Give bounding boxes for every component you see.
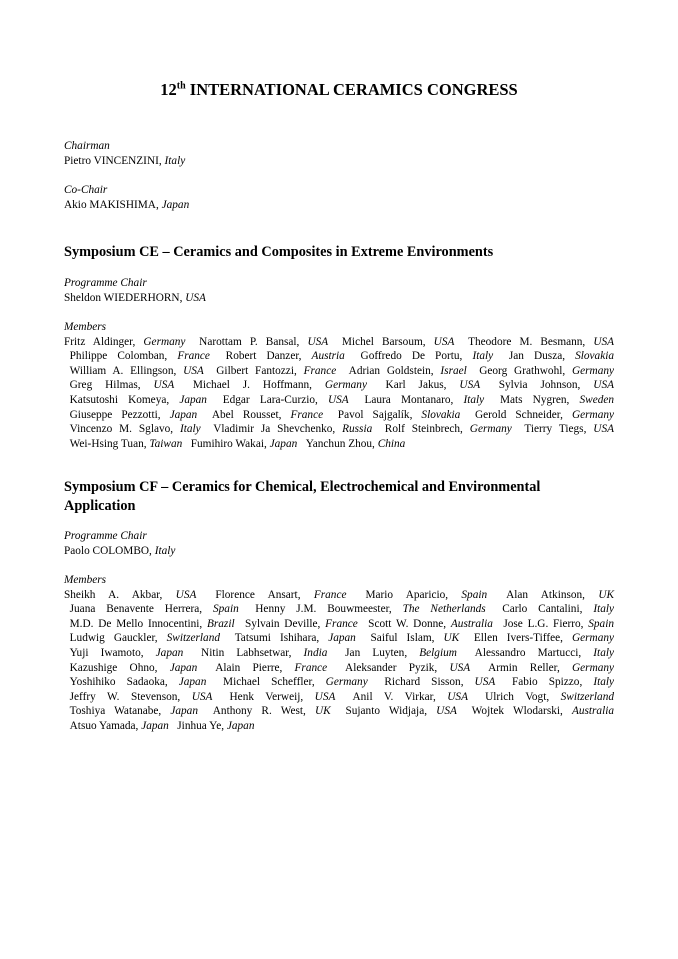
member-country: USA <box>433 335 455 348</box>
member-name: Edgar Lara-Curzio, <box>222 393 328 406</box>
member-name: Abel Rousset, <box>211 408 291 421</box>
member-country: Slovakia <box>575 350 615 363</box>
member-name: Michael Scheffler, <box>223 676 326 689</box>
member-country: USA <box>327 393 349 406</box>
member-country: USA <box>449 661 471 674</box>
member-entry <box>193 379 367 391</box>
member-name: Greg Hilmas, <box>69 379 154 392</box>
member-name: Jose L.G. Fierro, <box>503 617 589 630</box>
member-country: Italy <box>593 646 614 659</box>
member-entry <box>70 705 198 717</box>
member-name: Alain Pierre, <box>215 661 295 674</box>
cochair-name-text: Akio MAKISHIMA, <box>64 198 162 211</box>
member-entry <box>213 423 372 435</box>
member-entry <box>199 336 328 348</box>
member-name: Sylvain Deville, <box>245 617 326 630</box>
member-country: Spain <box>588 617 614 630</box>
member-entry <box>386 379 481 391</box>
member-country: Italy <box>593 603 615 616</box>
member-entry <box>353 691 468 703</box>
member-country: Japan <box>226 719 255 732</box>
cochair-name <box>64 198 614 213</box>
member-country: USA <box>314 690 336 703</box>
member-country: Italy <box>179 423 201 436</box>
member-country: Australia <box>450 617 493 630</box>
member-entry <box>306 438 406 450</box>
symposium-cf-members-block <box>64 573 614 734</box>
member-country: Japan <box>328 632 356 645</box>
member-name: William A. Ellingson, <box>69 364 184 377</box>
member-entry <box>64 589 196 601</box>
member-name: Jeffry W. Stevenson, <box>69 690 192 703</box>
member-entry <box>216 365 336 377</box>
member-name: Florence Ansart, <box>215 588 314 601</box>
member-entry <box>500 394 614 406</box>
member-entry <box>255 603 485 615</box>
member-country: USA <box>153 379 175 392</box>
member-name: Tatsumi Ishihara, <box>234 632 329 645</box>
member-entry <box>70 379 175 391</box>
member-name: Henk Verweij, <box>229 690 315 703</box>
member-name: Anthony R. West, <box>212 705 315 718</box>
member-entry <box>177 720 254 732</box>
member-country: USA <box>474 676 496 689</box>
member-name: Georg Grathwohl, <box>479 364 572 377</box>
member-entry <box>472 705 614 717</box>
member-country: Sweden <box>579 393 615 406</box>
member-entry <box>349 365 467 377</box>
member-entry <box>213 705 331 717</box>
member-name: Vladimir Ja Shevchenko, <box>213 423 343 436</box>
member-country: UK <box>314 705 331 718</box>
member-name: Atsuo Yamada, <box>69 719 142 732</box>
member-country: Germany <box>325 676 368 689</box>
symposium-ce-chair-label: Programme Chair <box>64 277 147 289</box>
member-country: Japan <box>170 705 198 718</box>
member-name: Wei-Hsing Tuan, <box>69 437 150 450</box>
chairman-name-text: Pietro VINCENZINI, <box>64 154 165 167</box>
member-name: Carlo Cantalini, <box>502 603 594 616</box>
title-rest: INTERNATIONAL CERAMICS CONGRESS <box>185 80 518 99</box>
title-suffix: th <box>176 80 186 92</box>
member-country: USA <box>307 335 329 348</box>
member-entry <box>235 632 356 644</box>
symposium-cf-chair-name-text: Paolo COLOMBO, <box>64 544 155 557</box>
cochair-country: Japan <box>161 198 190 211</box>
member-country: Russia <box>342 423 373 436</box>
member-entry <box>485 691 614 703</box>
member-entry <box>70 350 210 362</box>
member-country: France <box>290 408 324 421</box>
chairman-country: Italy <box>164 154 186 167</box>
member-name: Aleksander Pyzik, <box>345 661 450 674</box>
symposium-cf-chair-name <box>64 544 614 559</box>
member-name: Ellen Ivers-Tiffee, <box>473 632 572 645</box>
member-entry <box>474 632 614 644</box>
member-name: Richard Sisson, <box>384 676 475 689</box>
member-name: Katsutoshi Komeya, <box>69 393 180 406</box>
member-name: Jinhua Ye, <box>177 719 227 732</box>
member-name: Jan Dusza, <box>508 350 576 363</box>
symposium-ce-heading: Symposium CE – Ceramics and Composites in Extreme Environments <box>64 244 494 260</box>
member-name: Michael J. Hoffmann, <box>192 379 325 392</box>
member-entry <box>345 705 456 717</box>
member-entry <box>364 394 484 406</box>
member-country: France <box>325 617 358 630</box>
member-country: Japan <box>179 393 207 406</box>
member-entry <box>342 336 454 348</box>
member-entry <box>64 336 185 348</box>
member-name: Goffredo De Portu, <box>360 350 473 363</box>
member-name: Tierry Tiegs, <box>524 423 594 436</box>
member-name: Sylvia Johnson, <box>498 379 594 392</box>
member-country: Japan <box>155 646 184 659</box>
member-name: Pavol Sajgalík, <box>337 408 422 421</box>
member-name: Scott W. Donne, <box>368 617 451 630</box>
member-entry <box>223 676 368 688</box>
member-country: Israel <box>440 364 467 377</box>
member-name: Ulrich Vogt, <box>485 690 561 703</box>
symposium-cf-chair-block <box>64 529 614 558</box>
member-entry <box>201 647 327 659</box>
member-entry <box>70 618 235 630</box>
member-entry <box>499 379 614 391</box>
member-name: Wojtek Wlodarski, <box>471 705 572 718</box>
chairman-name <box>64 154 614 169</box>
member-entry <box>502 603 614 615</box>
member-country: USA <box>447 690 468 703</box>
member-entry <box>70 691 213 703</box>
member-entry <box>368 618 493 630</box>
member-country: The Netherlands <box>402 603 486 616</box>
member-country: Japan <box>178 676 207 689</box>
member-country: Japan <box>269 437 298 450</box>
member-name: Theodore M. Besmann, <box>468 335 594 348</box>
member-entry <box>488 662 614 674</box>
member-entry <box>338 409 461 421</box>
member-country: Taiwan <box>149 437 183 450</box>
member-entry <box>70 632 220 644</box>
member-country: USA <box>459 379 481 392</box>
member-country: Germany <box>324 379 367 392</box>
title-number: 12 <box>160 80 177 99</box>
member-name: Sheikh A. Akbar, <box>64 588 176 601</box>
member-name: Mats Nygren, <box>499 393 580 406</box>
member-name: Ludwig Gauckler, <box>69 632 167 645</box>
member-country: USA <box>175 588 197 601</box>
member-country: China <box>377 437 406 450</box>
member-country: Spain <box>213 603 239 616</box>
member-entry <box>223 394 349 406</box>
member-country: UK <box>443 632 460 645</box>
member-entry <box>70 676 207 688</box>
member-entry <box>191 438 298 450</box>
symposium-cf-chair-label: Programme Chair <box>64 530 147 542</box>
member-country: Italy <box>472 350 494 363</box>
symposium-cf-members-label: Members <box>64 574 107 586</box>
cochair-label: Co-Chair <box>64 184 108 196</box>
member-name: Rolf Steinbrech, <box>384 423 470 436</box>
member-country: USA <box>191 690 213 703</box>
cochair-block <box>64 183 614 212</box>
member-name: Gerold Schneider, <box>475 408 572 421</box>
member-name: Nitin Labhsetwar, <box>201 646 304 659</box>
member-country: France <box>313 588 347 601</box>
member-country: USA <box>436 705 457 718</box>
member-name: Mario Aparicio, <box>365 588 462 601</box>
member-entry <box>385 423 512 435</box>
member-name: Kazushige Ohno, <box>69 661 170 674</box>
member-country: Slovakia <box>421 408 461 421</box>
member-name: Karl Jakus, <box>385 379 460 392</box>
member-entry <box>215 662 327 674</box>
member-entry <box>70 603 239 615</box>
member-country: USA <box>183 364 204 377</box>
member-entry <box>215 589 346 601</box>
member-name: Gilbert Fantozzi, <box>216 364 304 377</box>
member-entry <box>365 589 487 601</box>
symposium-ce-chair-name <box>64 291 614 306</box>
member-entry <box>230 691 336 703</box>
symposium-ce-chair-country: USA <box>185 291 206 304</box>
chairman-block <box>64 139 614 168</box>
member-entry <box>361 350 494 362</box>
member-entry <box>503 618 614 630</box>
member-country: Italy <box>463 393 485 406</box>
member-entry <box>70 662 198 674</box>
member-name: Toshiya Watanabe, <box>69 705 171 718</box>
member-country: Austria <box>311 350 345 363</box>
symposium-ce-members-list <box>64 335 614 452</box>
member-name: Jan Luyten, <box>345 646 420 659</box>
member-entry <box>70 365 204 377</box>
member-country: Brazil <box>206 617 235 630</box>
member-country: Italy <box>593 676 615 689</box>
member-name: Vincenzo M. Sglavo, <box>69 423 180 436</box>
symposium-cf-members-list <box>64 588 614 734</box>
member-entry <box>468 336 614 348</box>
symposium-cf-chair-country: Italy <box>154 544 176 557</box>
member-name: Yuji Iwamoto, <box>69 646 156 659</box>
member-entry <box>384 676 495 688</box>
member-country: Switzerland <box>166 632 220 645</box>
member-entry <box>475 647 614 659</box>
member-entry <box>479 365 614 377</box>
member-country: Germany <box>571 408 615 421</box>
member-entry <box>70 647 184 659</box>
member-name: Philippe Colomban, <box>69 350 178 363</box>
member-name: Sujanto Widjaja, <box>345 705 437 718</box>
member-name: Juana Benavente Herrera, <box>69 603 213 616</box>
member-name: Saiful Islam, <box>370 632 444 645</box>
member-name: M.D. De Mello Innocentini, <box>69 617 207 630</box>
chairman-label: Chairman <box>64 140 110 152</box>
member-entry <box>70 423 201 435</box>
congress-title <box>64 80 614 100</box>
member-name: Henny J.M. Bouwmeester, <box>255 603 403 616</box>
member-entry <box>70 409 198 421</box>
member-entry <box>371 632 460 644</box>
member-name: Armin Reller, <box>488 661 572 674</box>
member-name: Narottam P. Bansal, <box>199 335 308 348</box>
member-name: Yoshihiko Sadaoka, <box>69 676 179 689</box>
member-country: USA <box>593 335 615 348</box>
member-country: Germany <box>469 423 512 436</box>
member-entry <box>524 423 614 435</box>
member-entry <box>245 618 358 630</box>
member-entry <box>226 350 345 362</box>
member-country: UK <box>598 588 615 601</box>
member-country: Japan <box>169 661 198 674</box>
symposium-ce-members-block <box>64 320 614 451</box>
member-country: Spain <box>461 588 488 601</box>
member-name: Yanchun Zhou, <box>305 437 378 450</box>
member-country: India <box>303 646 328 659</box>
member-name: Fritz Aldinger, <box>64 335 144 348</box>
member-entry <box>345 662 470 674</box>
member-country: Germany <box>572 661 615 674</box>
member-country: USA <box>593 423 614 436</box>
member-entry <box>475 409 614 421</box>
symposium-ce-chair-name-text: Sheldon WIEDERHORN, <box>64 291 186 304</box>
member-country: USA <box>593 379 615 392</box>
member-entry <box>512 676 614 688</box>
member-name: Laura Montanaro, <box>364 393 464 406</box>
member-country: France <box>177 350 210 363</box>
member-entry <box>506 589 614 601</box>
member-country: Germany <box>143 335 186 348</box>
member-name: Robert Danzer, <box>225 350 312 363</box>
member-country: Australia <box>571 705 615 718</box>
member-entry <box>509 350 614 362</box>
member-country: Japan <box>169 408 198 421</box>
symposium-cf-heading: Symposium CF – Ceramics for Chemical, Electrochemical and Environmental Application <box>64 479 541 514</box>
symposium-ce-members-label: Members <box>64 321 107 333</box>
member-entry <box>212 409 323 421</box>
member-country: France <box>294 661 328 674</box>
member-country: Belgium <box>419 646 457 659</box>
member-country: France <box>303 364 337 377</box>
member-name: Alessandro Martucci, <box>474 646 594 659</box>
member-name: Fumihiro Wakai, <box>190 437 270 450</box>
member-entry <box>345 647 457 659</box>
member-country: Switzerland <box>560 690 614 703</box>
member-country: Germany <box>571 632 615 645</box>
member-name: Michel Barsoum, <box>341 335 434 348</box>
symposium-ce-chair-block <box>64 276 614 305</box>
member-name: Anil V. Virkar, <box>352 690 448 703</box>
member-country: Japan <box>141 719 169 732</box>
member-entry <box>70 394 207 406</box>
member-country: Germany <box>571 364 615 377</box>
member-entry <box>70 720 169 732</box>
member-entry <box>70 438 183 450</box>
member-name: Fabio Spizzo, <box>511 676 594 689</box>
member-name: Adrian Goldstein, <box>348 364 441 377</box>
member-name: Giuseppe Pezzotti, <box>69 408 170 421</box>
member-name: Alan Atkinson, <box>506 588 599 601</box>
